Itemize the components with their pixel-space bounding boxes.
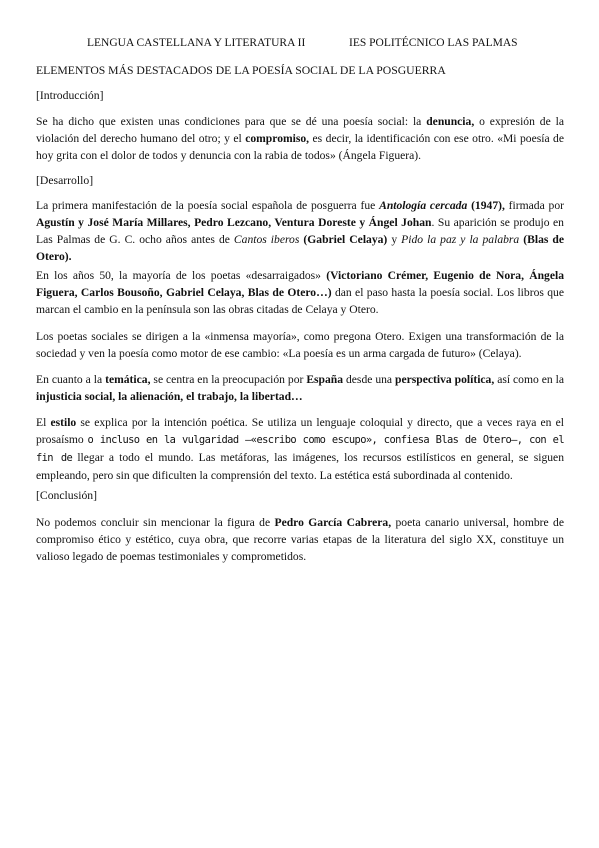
text: así como en la bbox=[494, 373, 564, 386]
text: se centra en la preocupación por bbox=[150, 373, 307, 386]
paragraph-tematica bbox=[36, 371, 564, 405]
text: El bbox=[36, 416, 51, 429]
text: poeta canario universal, hombre de compromiso ético y estético, cuya obra, que recorre varias etapas de la literatura del siglo XX, constituye un valioso legado de poemas testimoniales y comprometidos. bbox=[36, 516, 564, 563]
paragraph-inmensa-mayoria bbox=[36, 328, 564, 362]
bold-perspectiva: perspectiva política, bbox=[395, 373, 495, 386]
bold-celaya: (Gabriel Celaya) bbox=[299, 233, 388, 246]
section-conclusion-heading: [Conclusión] bbox=[36, 489, 98, 502]
text: No podemos concluir sin mencionar la figura de bbox=[36, 516, 275, 529]
paragraph-antologia bbox=[36, 197, 564, 265]
paragraph-estilo bbox=[36, 414, 564, 484]
text: Los poetas sociales se dirigen a la «inmensa mayoría», como pregona Otero. Exigen una transformación de la sociedad y ven la poesía como motor de ese cambio: «La poesía es un arma cargada de futuro» (Celaya). bbox=[36, 330, 564, 360]
bold-espana: España bbox=[306, 373, 344, 386]
quote-otero: o incluso en la vulgaridad —«escribo como escupo», confiesa Blas de Otero—, con el fin de bbox=[36, 434, 564, 464]
bold-themes: injusticia social, la alienación, el trabajo, la libertad… bbox=[36, 390, 303, 403]
bold-tematica: temática, bbox=[105, 373, 151, 386]
text: firmada por bbox=[504, 199, 564, 212]
text: En los años 50, la mayoría de los poetas «desarraigados» bbox=[36, 269, 327, 282]
text: Se ha dicho que existen unas condiciones para que se dé una poesía social: la bbox=[36, 115, 427, 128]
section-development-heading: [Desarrollo] bbox=[36, 174, 94, 187]
text: llegar a todo el mundo. Las metáforas, las imágenes, los recursos estilísticos en general, se siguen empleando, pero sin que dificulten la comprensión del texto. La estética está subordinada al contenido. bbox=[36, 451, 564, 482]
bold-authors: Agustín y José María Millares, Pedro Lezcano, Ventura Doreste y Ángel Johan bbox=[36, 216, 432, 229]
paragraph-intro bbox=[36, 113, 564, 164]
text: dan el paso hasta la poesía social. Los libros que marcan el cambio en la península son las obras citadas de Celaya y Otero. bbox=[36, 286, 564, 316]
header-school: IES POLITÉCNICO LAS PALMAS bbox=[349, 37, 518, 49]
text: es decir, la identificación con ese otro. «Mi poesía de hoy grita con el dolor de todos y denuncia con la rabia de todos» (Ángela Figuera). bbox=[36, 132, 564, 162]
text: La primera manifestación de la poesía social española de posguerra fue bbox=[36, 199, 380, 212]
paragraph-conclusion bbox=[36, 514, 564, 565]
text: . Su aparición se produjo en Las Palmas de G. C. ocho años antes de bbox=[36, 216, 564, 246]
bold-compromiso: compromiso, bbox=[245, 132, 310, 145]
text: se explica por la intención poética. Se utiliza un lenguaje coloquial y directo, que a veces raya en el prosaísmo bbox=[36, 416, 565, 446]
text: desde una bbox=[343, 373, 396, 386]
section-intro-heading: [Introducción] bbox=[36, 89, 104, 102]
document-title: ELEMENTOS MÁS DESTACADOS DE LA POESÍA SOCIAL DE LA POSGUERRA bbox=[36, 64, 446, 77]
book-title-pido: Pido la paz y la palabra bbox=[401, 233, 520, 246]
text: o expresión de la violación del derecho humano del otro; y el bbox=[36, 115, 564, 145]
book-title-antologia: Antología cercada bbox=[379, 199, 468, 212]
bold-garcia-cabrera: Pedro García Cabrera, bbox=[274, 516, 392, 529]
book-title-cantos: Cantos iberos bbox=[233, 233, 300, 246]
header-course: LENGUA CASTELLANA Y LITERATURA II bbox=[87, 37, 306, 49]
bold-year: (1947), bbox=[467, 199, 505, 212]
bold-otero: (Blas de Otero). bbox=[36, 233, 565, 263]
bold-poets-list: (Victoriano Crémer, Eugenio de Nora, Ángela Figuera, Carlos Bousoño, Gabriel Celaya, Blas de Otero…) bbox=[36, 269, 564, 299]
text: y bbox=[387, 233, 402, 246]
text: En cuanto a la bbox=[36, 373, 106, 386]
bold-estilo: estilo bbox=[50, 416, 77, 429]
bold-denuncia: denuncia, bbox=[426, 115, 475, 128]
paragraph-anos-50 bbox=[36, 267, 564, 318]
